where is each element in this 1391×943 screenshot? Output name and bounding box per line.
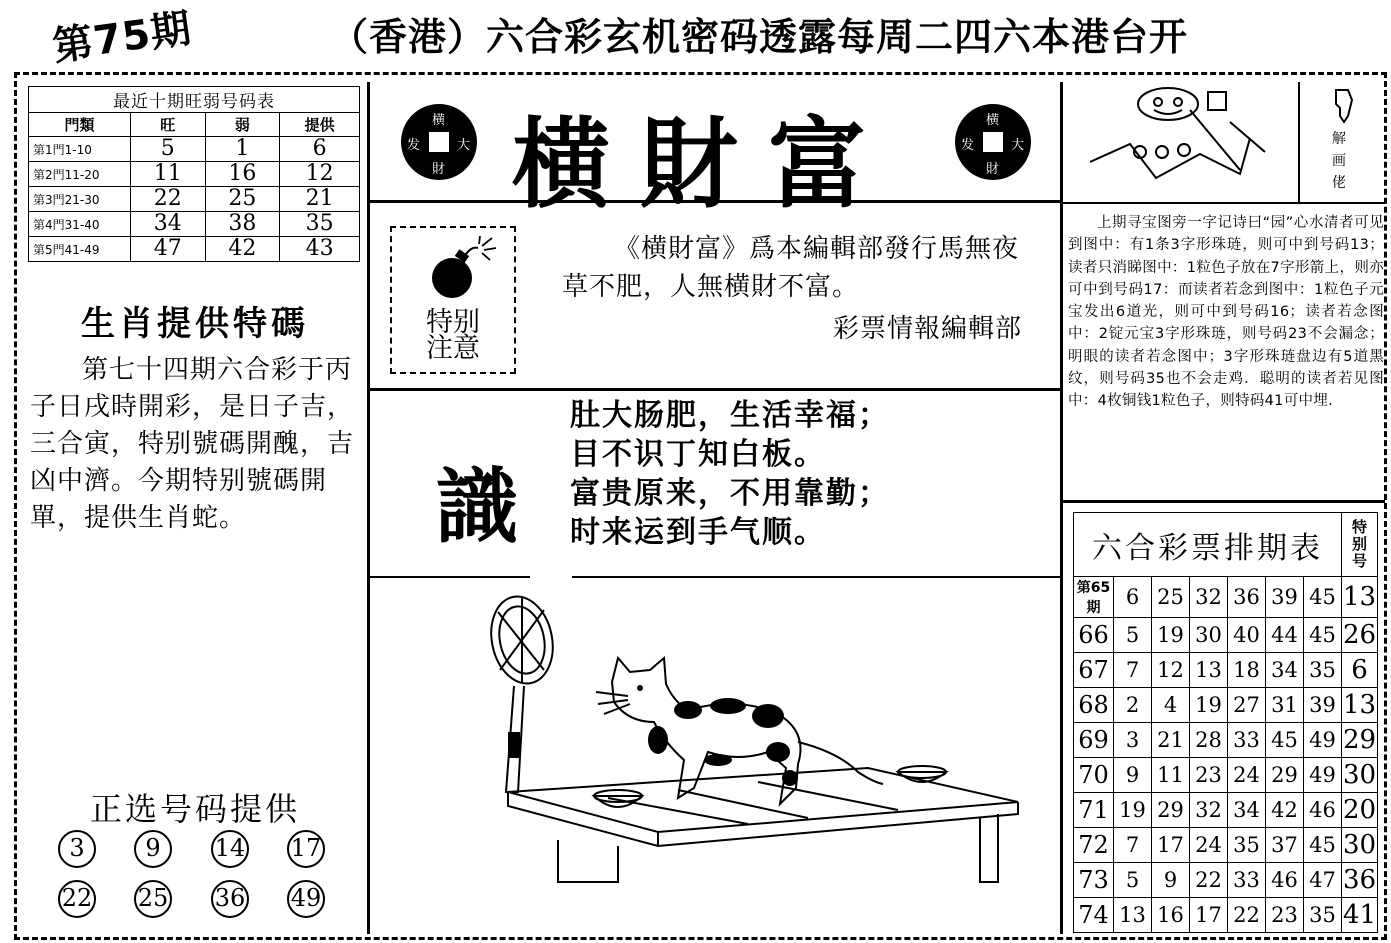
brand-title: 横財富: [512, 107, 897, 222]
draw-number: 9: [1152, 863, 1190, 898]
hint-label-char: 佬: [1332, 175, 1346, 191]
draw-number: 47: [1304, 863, 1342, 898]
special-number: 13: [1342, 577, 1378, 618]
draw-period: 71: [1074, 793, 1114, 828]
special-notice-box: [390, 226, 516, 374]
table-row: [1074, 828, 1378, 863]
special-number: 26: [1342, 618, 1378, 653]
pick-ball: 9: [134, 830, 172, 868]
draw-number: 3: [1114, 723, 1152, 758]
coin-char-right: 大: [1011, 138, 1025, 153]
special-number: 30: [1342, 828, 1378, 863]
draw-number: 46: [1304, 793, 1342, 828]
coin-char-left: 发: [961, 138, 975, 153]
draw-number: 44: [1266, 618, 1304, 653]
coin-char-left: 发: [407, 138, 421, 153]
draw-period: 68: [1074, 688, 1114, 723]
special-number: 41: [1342, 898, 1378, 933]
coin-icon: [955, 104, 1031, 180]
pointing-hand-icon: [1330, 86, 1360, 126]
poem-divider-a: [370, 576, 530, 578]
strong-value: 22: [131, 187, 206, 212]
pick-ball: 36: [211, 880, 249, 918]
zodiac-title: 生肖提供特碼: [81, 304, 309, 344]
table-top-divider: [1063, 500, 1385, 503]
riddle-char: 識: [436, 460, 519, 555]
table-row: [1074, 758, 1378, 793]
table-row: [1074, 898, 1378, 933]
zodiac-text: 第七十四期六合彩于丙子日戌時開彩，是日子吉，三合寅，特别號碼開醜，吉凶中濟。今期特别號碼開單，提供生肖蛇。: [30, 355, 355, 533]
weak-value: 38: [205, 212, 280, 237]
draw-number: 27: [1228, 688, 1266, 723]
draw-period: 67: [1074, 653, 1114, 688]
header-category: 門類: [29, 113, 131, 137]
coin-char-bottom: 財: [986, 162, 1000, 177]
hint-bottom-divider: [1063, 202, 1385, 204]
draw-number: 4: [1152, 688, 1190, 723]
row-label: 第3門21-30: [29, 187, 131, 212]
special-number: 30: [1342, 758, 1378, 793]
weak-value: 25: [205, 187, 280, 212]
column-divider-left: [367, 82, 370, 934]
draw-number: 28: [1190, 723, 1228, 758]
pick-ball: 3: [58, 830, 96, 868]
table-row: [1074, 577, 1378, 618]
weak-value: 16: [205, 162, 280, 187]
header-weak: 弱: [205, 113, 280, 137]
draw-number: 24: [1228, 758, 1266, 793]
table-row: [29, 212, 360, 237]
special-number: 29: [1342, 723, 1378, 758]
header-strong: 旺: [131, 113, 206, 137]
draw-number: 12: [1152, 653, 1190, 688]
table-row: [1074, 723, 1378, 758]
table-row: [29, 237, 360, 262]
special-number-header: [1342, 513, 1378, 577]
draw-number: 11: [1152, 758, 1190, 793]
draw-number: 25: [1152, 577, 1190, 618]
coin-char-right: 大: [457, 138, 471, 153]
draw-table-title: 六合彩票排期表: [1074, 513, 1342, 577]
table-row: [1074, 688, 1378, 723]
issue-number: 第75期: [49, 5, 195, 71]
draw-number: 33: [1228, 723, 1266, 758]
draw-number: 23: [1190, 758, 1228, 793]
draw-number: 29: [1266, 758, 1304, 793]
header-offer: 提供: [280, 113, 360, 137]
coin-char-top: 横: [432, 113, 446, 128]
draw-number: 18: [1228, 653, 1266, 688]
draw-period: 73: [1074, 863, 1114, 898]
draw-number: 9: [1114, 758, 1152, 793]
special-number: 20: [1342, 793, 1378, 828]
draw-number: 17: [1190, 898, 1228, 933]
draw-number: 45: [1266, 723, 1304, 758]
special-number: 36: [1342, 863, 1378, 898]
strong-value: 34: [131, 212, 206, 237]
coin-char-bottom: 財: [432, 162, 446, 177]
row-label: 第1門1-10: [29, 137, 131, 162]
draw-number: 45: [1304, 577, 1342, 618]
draw-number: 22: [1190, 863, 1228, 898]
draw-number: 13: [1114, 898, 1152, 933]
notice-divider: [370, 388, 1060, 391]
draw-number: 36: [1228, 577, 1266, 618]
draw-number: 19: [1152, 618, 1190, 653]
table-row: [29, 187, 360, 212]
strong-value: 47: [131, 237, 206, 262]
special-header-char: 号: [1351, 552, 1367, 570]
poem-line: 时来运到手气顺。: [570, 515, 826, 550]
draw-number: 39: [1266, 577, 1304, 618]
offer-value: 6: [280, 137, 360, 162]
draw-period: 70: [1074, 758, 1114, 793]
draw-period: 74: [1074, 898, 1114, 933]
draw-number: 23: [1266, 898, 1304, 933]
draw-number: 17: [1152, 828, 1190, 863]
poem-line: 富贵原来，不用靠勤；: [570, 476, 890, 511]
draw-number: 46: [1266, 863, 1304, 898]
draw-number: 16: [1152, 898, 1190, 933]
weak-value: 42: [205, 237, 280, 262]
draw-number: 35: [1304, 898, 1342, 933]
draw-number: 49: [1304, 723, 1342, 758]
draw-number: 37: [1266, 828, 1304, 863]
weak-value: 1: [205, 137, 280, 162]
draw-period: 66: [1074, 618, 1114, 653]
table-row: [1074, 863, 1378, 898]
draw-number: 5: [1114, 618, 1152, 653]
draw-number: 13: [1190, 653, 1228, 688]
special-number: 6: [1342, 653, 1378, 688]
intro-text: 《横財富》爲本編輯部發行馬無夜草不肥，人無横財不富。: [562, 234, 1020, 302]
draw-number: 34: [1228, 793, 1266, 828]
bomb-icon: [422, 236, 502, 306]
page-headline: （香港）六合彩玄机密码透露每周二四六本港台开: [330, 15, 1189, 59]
draw-number: 19: [1114, 793, 1152, 828]
draw-number: 33: [1228, 863, 1266, 898]
draw-number: 7: [1114, 653, 1152, 688]
draw-number: 35: [1228, 828, 1266, 863]
draw-number: 24: [1190, 828, 1228, 863]
weak-strong-title: 最近十期旺弱号码表: [29, 87, 360, 113]
row-label: 第2門11-20: [29, 162, 131, 187]
pick-ball: 25: [134, 880, 172, 918]
row-label: 第5門41-49: [29, 237, 131, 262]
hint-label-char: 解: [1332, 131, 1346, 147]
poem-line: 目不识丁知白板。: [570, 437, 826, 472]
draw-number: 29: [1152, 793, 1190, 828]
table-row: [1074, 793, 1378, 828]
column-divider-right: [1060, 82, 1063, 934]
draw-period: 第65期: [1074, 577, 1114, 618]
table-row: [29, 137, 360, 162]
notice-label-line: 特别: [426, 307, 480, 338]
special-header-char: 别: [1351, 535, 1367, 553]
hint-label-char: 画: [1332, 153, 1346, 169]
pick-ball: 17: [287, 830, 325, 868]
draw-period: 72: [1074, 828, 1114, 863]
draw-number: 6: [1114, 577, 1152, 618]
draw-number: 42: [1266, 793, 1304, 828]
table-row: [1074, 618, 1378, 653]
draw-number: 31: [1266, 688, 1304, 723]
draw-period: 69: [1074, 723, 1114, 758]
draw-number: 49: [1304, 758, 1342, 793]
draw-number: 35: [1304, 653, 1342, 688]
notice-label: [392, 307, 514, 364]
strong-value: 11: [131, 162, 206, 187]
offer-value: 35: [280, 212, 360, 237]
offer-value: 12: [280, 162, 360, 187]
picks-title: 正选号码提供: [89, 790, 300, 828]
pick-ball: 49: [287, 880, 325, 918]
draw-number: 39: [1304, 688, 1342, 723]
hint-author-label: [1328, 128, 1350, 194]
draw-number: 30: [1190, 618, 1228, 653]
draw-schedule-table: [1073, 512, 1378, 933]
draw-number: 21: [1152, 723, 1190, 758]
cat-fan-illustration: [478, 592, 1038, 912]
draw-number: 45: [1304, 828, 1342, 863]
draw-number: 19: [1190, 688, 1228, 723]
special-header-char: 特: [1351, 518, 1367, 536]
riddle-poem: [570, 396, 890, 552]
draw-number: 5: [1114, 863, 1152, 898]
table-row: [1074, 653, 1378, 688]
notice-label-line: 注意: [426, 333, 480, 364]
draw-number: 22: [1228, 898, 1266, 933]
table-row: [29, 162, 360, 187]
intro-text-block: [562, 230, 1032, 348]
strong-value: 5: [131, 137, 206, 162]
treasure-hint-text: 上期寻宝图旁一字记诗曰“园”心水清者可见到图中：有1条3字形珠琏，则可中到号码13；读者只消睇图中：1粒色子放在7字形箭上，则亦可中到号码17：而读者若念到图中：1粒色子元宝发出6道光，则可中到号码16；读者若念图中：2锭元宝3字形珠琏，则号码23不会漏念；明眼的读者若念图中；3字形珠琏盘边有5道黑纹，则号码35也不会走鸡．聪明的读者若见图中：4枚铜钱1粒色子，则特码41可中埋．: [1068, 215, 1384, 410]
offer-value: 43: [280, 237, 360, 262]
draw-number: 34: [1266, 653, 1304, 688]
hint-divider: [1298, 82, 1300, 202]
draw-number: 2: [1114, 688, 1152, 723]
special-number: 13: [1342, 688, 1378, 723]
draw-number: 45: [1304, 618, 1342, 653]
draw-number: 32: [1190, 793, 1228, 828]
poem-divider-b: [572, 576, 1060, 578]
editorial-signature: 彩票情報編輯部: [832, 314, 1022, 344]
offer-value: 21: [280, 187, 360, 212]
pick-ball: 22: [58, 880, 96, 918]
treasure-puzzle-icon: [1090, 82, 1290, 192]
draw-number: 40: [1228, 618, 1266, 653]
poem-line: 肚大肠肥，生活幸福；: [570, 398, 890, 433]
coin-icon: [401, 104, 477, 180]
pick-ball: 14: [211, 830, 249, 868]
weak-strong-table: [28, 86, 360, 262]
draw-number: 7: [1114, 828, 1152, 863]
row-label: 第4門31-40: [29, 212, 131, 237]
draw-number: 32: [1190, 577, 1228, 618]
coin-char-top: 横: [986, 113, 1000, 128]
